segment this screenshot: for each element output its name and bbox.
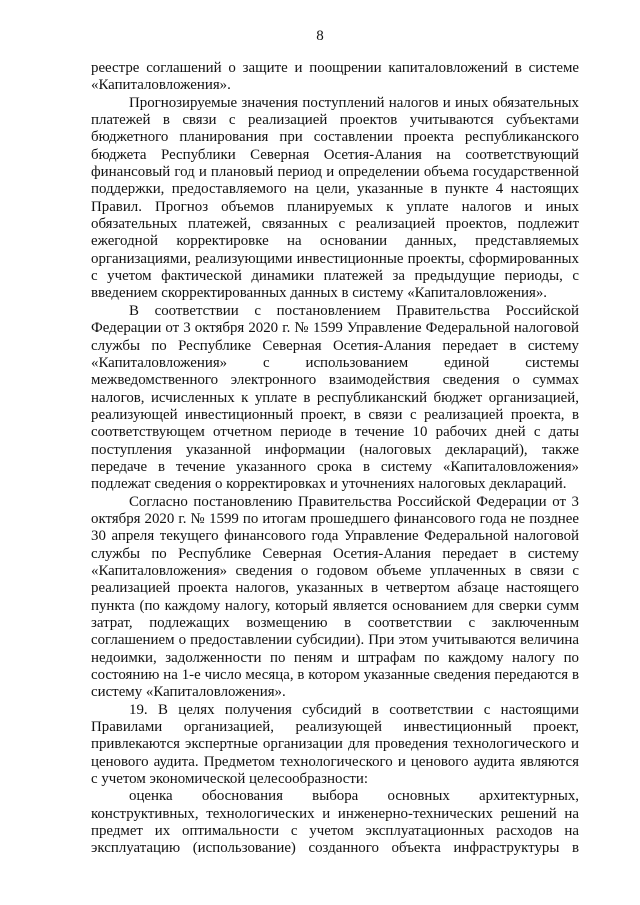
paragraph-fns-transfer: В соответствии с постановлением Правительства Российской Федерации от 3 октября 2020 г. № 1599 Управление Федеральной налоговой службы по Республике Северная Осетия-Алания передает в систему «Капиталовложения» с использованием единой системы межведомственного электронного взаимодействия сведения о суммах налогов, исчисленных к уплате в республиканский бюджет организацией, реализующей инвестиционный проект, в связи с реализацией проекта, в соответствующем отчетном периоде в течение 10 рабочих дней с даты поступления указанной информации (налоговых деклараций), также передаче в течение указанного срока в систему «Капиталовложения» подлежат сведения о корректировках и уточнениях налоговых деклараций. bbox=[91, 302, 579, 493]
page-number: 8 bbox=[316, 28, 324, 44]
paragraph-assessment: оценка обоснования выбора основных архитектурных, конструктивных, технологических и инженерно-технических решений на предмет их оптимальности с учетом эксплуатационных расходов на эксплуатацию (использование) созданного объекта инфраструктуры в bbox=[91, 788, 579, 857]
paragraph-tax-forecast: Прогнозируемые значения поступлений налогов и иных обязательных платежей в связи с реализацией проектов учитываются субъектами бюджетного планирования при составлении проекта республиканского бюджета Республики Северная Осетия-Алания на соответствующий финансовый год и плановый период и определении объема государственной поддержки, предоставляемого на цели, указанные в пункте 4 настоящих Правил. Прогноз объемов планируемых к уплате налогов и иных обязательных платежей, связанных с реализацией проектов, подлежит ежегодной корректировке на основании данных, представляемых организациями, реализующими инвестиционные проекты, сформированных с учетом фактической динамики платежей за предыдущие периоды, с введением скорректированных данных в систему «Капиталовложения». bbox=[91, 94, 579, 302]
paragraph-item-19: 19. В целях получения субсидий в соответствии с настоящими Правилами организацией, реализующей инвестиционный проект, привлекаются экспертные организации для проведения технологического и ценового аудита. Предметом технологического и ценового аудита являются с учетом экономической целесообразности: bbox=[91, 701, 579, 788]
document-body bbox=[91, 60, 579, 858]
paragraph-continuation: реестре соглашений о защите и поощрении капиталовложений в системе «Капиталовложения». bbox=[91, 60, 579, 94]
paragraph-annual-report: Согласно постановлению Правительства Российской Федерации от 3 октября 2020 г. № 1599 по итогам прошедшего финансового года не позднее 30 апреля текущего финансового года Управление Федеральной налоговой службы по Республике Северная Осетия-Алания передает в систему «Капиталовложения» сведения о годовом объеме уплаченных в связи с реализацией проекта налогов, указанных в четвертом абзаце настоящего пункта (по каждому налогу, который является основанием для сверки сумм затрат, подлежащих возмещению в соответствии с заключенным соглашением о предоставлении субсидии). При этом учитываются величина недоимки, задолженности по пеням и штрафам по каждому налогу по состоянию на 1-е число месяца, в котором указанные сведения передаются в систему «Капиталовложения». bbox=[91, 493, 579, 701]
